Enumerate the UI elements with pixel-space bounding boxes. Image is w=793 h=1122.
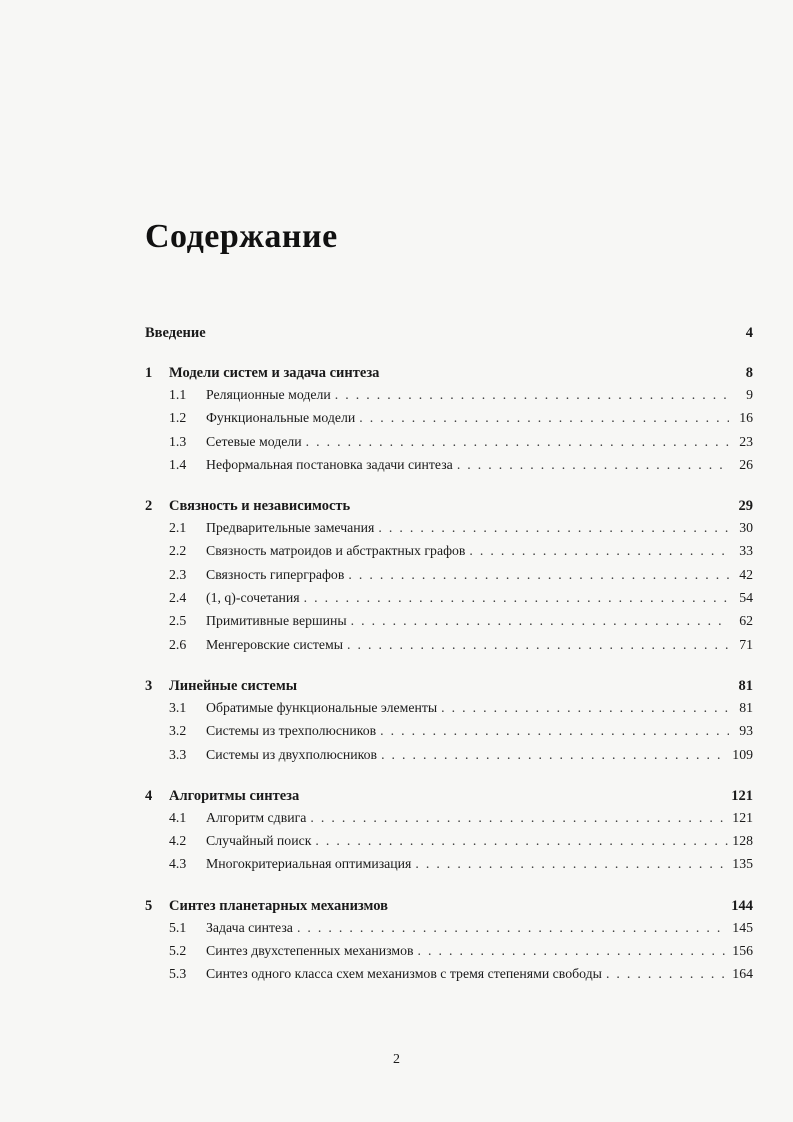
- section-title: Неформальная постановка задачи синтеза: [206, 456, 453, 472]
- section-entry: [145, 943, 753, 966]
- section-title: Примитивные вершины: [206, 613, 347, 629]
- intro-page-number: 4: [745, 325, 753, 341]
- section-entry: [145, 920, 753, 943]
- section-entry: [145, 543, 753, 566]
- section-entry: [145, 520, 753, 543]
- section-title: Сетевые модели: [206, 433, 302, 449]
- section-number: 1.2: [169, 410, 187, 426]
- section-number: 3.1: [169, 699, 187, 715]
- section-number: 2.3: [169, 566, 187, 582]
- dot-leader: [380, 723, 729, 739]
- section-number: 1.1: [169, 387, 187, 402]
- section-title: Многокритериальная оптимизация: [206, 856, 412, 872]
- section-page-number: 54: [739, 590, 753, 606]
- dot-leader: [304, 590, 729, 606]
- dot-leader: [418, 943, 729, 959]
- chapter-number: 2: [145, 498, 153, 515]
- dot-leader: [606, 966, 728, 982]
- dot-leader: [457, 457, 729, 473]
- dot-leader: [306, 434, 729, 450]
- page-number-footer: 2: [393, 1052, 400, 1067]
- chapter-entry: [145, 498, 753, 520]
- section-number: 3.2: [169, 723, 187, 739]
- section-entry: [145, 457, 753, 480]
- section-entry: [145, 810, 753, 833]
- chapter-block-3: [145, 678, 753, 770]
- chapter-entry: [145, 365, 753, 387]
- section-entry: [145, 613, 753, 636]
- section-number: 3.3: [169, 746, 187, 762]
- section-title: Синтез двухстепенных механизмов: [206, 943, 414, 959]
- dot-leader: [469, 543, 729, 559]
- section-page-number: 42: [739, 566, 753, 582]
- section-page-number: 93: [739, 723, 753, 739]
- section-number: 4.2: [169, 833, 187, 849]
- section-number: 2.6: [169, 636, 187, 652]
- section-entry: [145, 637, 753, 660]
- chapter-block-5: [145, 898, 753, 990]
- chapter-number: 5: [145, 897, 153, 914]
- chapter-block-2: [145, 498, 753, 660]
- section-page-number: 16: [739, 410, 753, 426]
- section-title: Задача синтеза: [206, 919, 293, 935]
- chapter-number: 1: [145, 365, 153, 381]
- chapter-page-number: 144: [731, 897, 753, 914]
- section-entry: [145, 434, 753, 457]
- section-page-number: 135: [732, 856, 753, 872]
- section-title: (1, q)-сочетания: [206, 590, 300, 606]
- section-title: Синтез одного класса схем механизмов с тремя степенями свободы: [206, 966, 602, 982]
- section-page-number: 81: [739, 699, 753, 715]
- section-entry: [145, 833, 753, 856]
- section-page-number: 164: [732, 966, 753, 982]
- chapter-title: Алгоритмы синтеза: [169, 787, 300, 804]
- dot-leader: [381, 747, 728, 763]
- intro-title: Введение: [145, 325, 206, 341]
- section-number: 2.5: [169, 613, 187, 629]
- section-entry: [145, 410, 753, 433]
- chapter-entry: [145, 678, 753, 700]
- section-page-number: 145: [732, 919, 753, 935]
- dot-leader: [441, 700, 729, 716]
- dot-leader: [351, 613, 729, 629]
- section-entry: [145, 590, 753, 613]
- chapter-title: Линейные системы: [169, 677, 298, 694]
- section-number: 5.2: [169, 943, 187, 959]
- chapter-page-number: 121: [731, 787, 753, 804]
- section-page-number: 121: [732, 809, 753, 825]
- section-entry: [145, 747, 753, 770]
- section-entry: [145, 856, 753, 879]
- chapter-title: Связность и независимость: [169, 498, 351, 515]
- section-title: Обратимые функциональные элементы: [206, 699, 438, 715]
- section-title: Алгоритм сдвига: [206, 809, 307, 825]
- section-title: Системы из трехполюсников: [206, 723, 377, 739]
- dot-leader: [378, 520, 729, 536]
- toc-intro-entry: [145, 325, 753, 347]
- dot-leader: [315, 833, 728, 849]
- dot-leader: [415, 856, 728, 872]
- dot-leader: [348, 567, 729, 583]
- chapter-title: Синтез планетарных механизмов: [169, 897, 388, 914]
- section-number: 2.1: [169, 520, 187, 536]
- section-title: Предварительные замечания: [206, 520, 375, 536]
- dot-leader: [347, 637, 729, 653]
- section-title: Системы из двухполюсников: [206, 746, 378, 762]
- section-number: 4.3: [169, 856, 187, 872]
- chapter-number: 3: [145, 677, 153, 694]
- section-page-number: 9: [746, 387, 753, 402]
- dot-leader: [310, 810, 728, 826]
- section-number: 2.2: [169, 543, 187, 559]
- section-number: 5.3: [169, 966, 187, 982]
- chapter-block-4: [145, 788, 753, 880]
- section-page-number: 109: [732, 746, 753, 762]
- section-entry: [145, 700, 753, 723]
- section-page-number: 156: [732, 943, 753, 959]
- chapter-page-number: 81: [738, 677, 753, 694]
- section-title: Функциональные модели: [206, 410, 356, 426]
- section-title: Менгеровские системы: [206, 636, 343, 652]
- dot-leader: [359, 410, 729, 426]
- section-page-number: 62: [739, 613, 753, 629]
- section-entry: [145, 966, 753, 989]
- section-page-number: 26: [739, 456, 753, 472]
- section-page-number: 23: [739, 433, 753, 449]
- dot-leader: [297, 920, 728, 936]
- chapter-number: 4: [145, 787, 153, 804]
- section-page-number: 33: [739, 543, 753, 559]
- section-number: 1.4: [169, 456, 187, 472]
- section-number: 1.3: [169, 433, 187, 449]
- chapter-entry: [145, 788, 753, 810]
- page-title: Содержание: [145, 218, 338, 255]
- section-page-number: 128: [732, 833, 753, 849]
- section-entry: [145, 723, 753, 746]
- section-entry: [145, 567, 753, 590]
- chapter-page-number: 29: [738, 498, 753, 515]
- section-title: Связность матроидов и абстрактных графов: [206, 543, 466, 559]
- chapter-title: Модели систем и задача синтеза: [169, 365, 380, 381]
- chapter-entry: [145, 898, 753, 920]
- section-number: 2.4: [169, 590, 187, 606]
- section-page-number: 30: [739, 520, 753, 536]
- section-entry: [145, 387, 753, 410]
- section-page-number: 71: [739, 636, 753, 652]
- section-title: Связность гиперграфов: [206, 566, 345, 582]
- section-title: Реляционные модели: [206, 387, 331, 402]
- chapter-block-1: [145, 365, 753, 480]
- section-number: 5.1: [169, 919, 187, 935]
- table-of-contents: [145, 325, 753, 990]
- section-title: Случайный поиск: [206, 833, 312, 849]
- chapter-page-number: 8: [745, 365, 753, 381]
- dot-leader: [335, 387, 729, 403]
- section-number: 4.1: [169, 809, 187, 825]
